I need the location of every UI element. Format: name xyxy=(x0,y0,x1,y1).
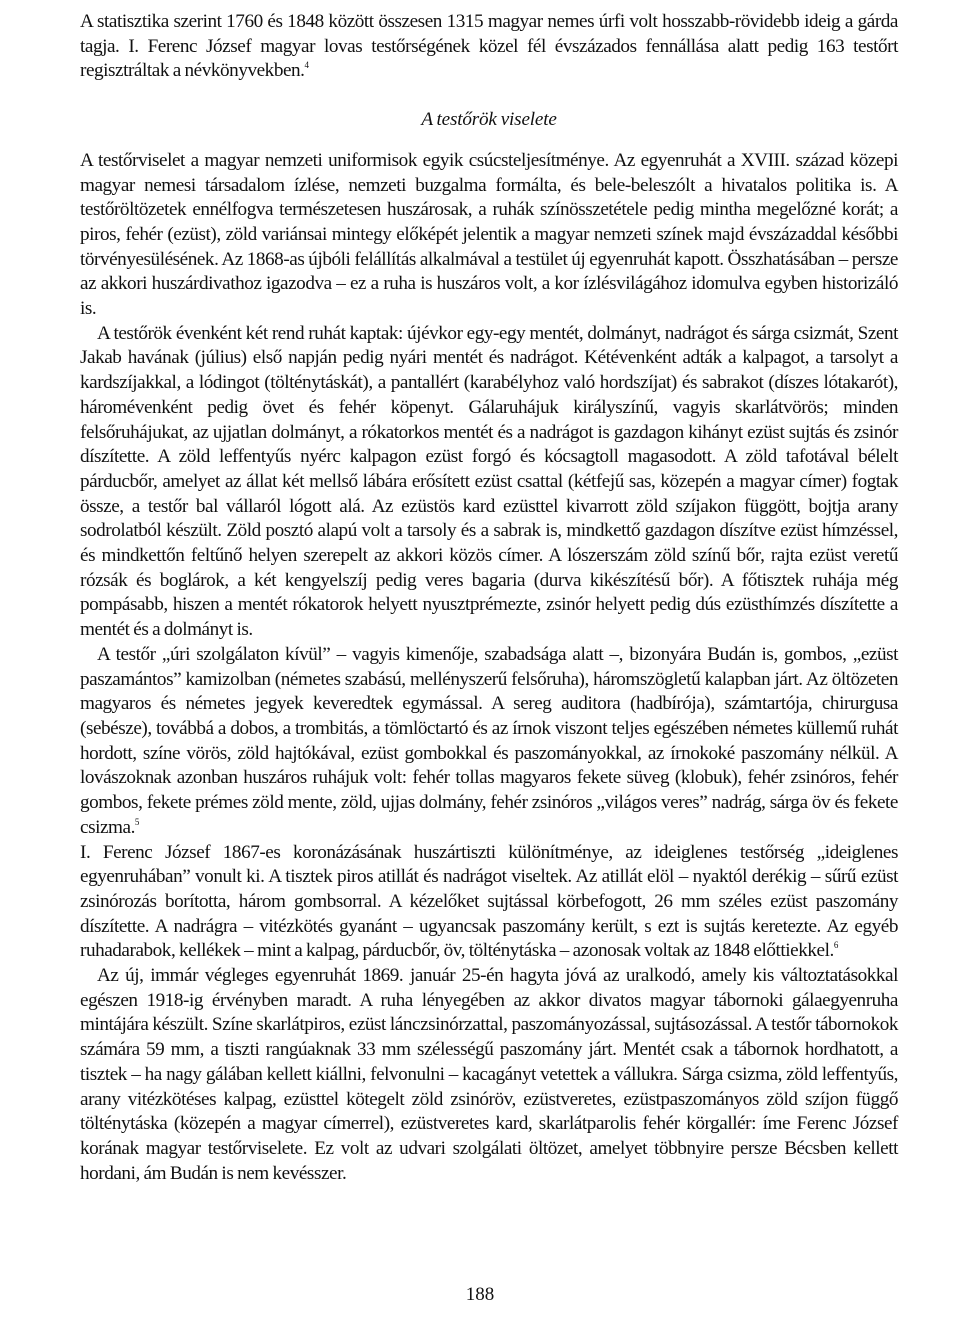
document-page xyxy=(80,10,898,1186)
paragraph-intro-text: A statisztika szerint 1760 és 1848 között összesen 1315 magyar nemes úrfi volt hosszabb-rövidebb ideig a gárda tagja. I. Ferenc József magyar lovas testőrségének közel fél évszázados fennállása alatt pedig 163 testőrt regisztráltak a névkönyvekben. xyxy=(80,11,898,82)
paragraph-kimeno-text: A testőr „úri szolgálaton kívül” – vagyis kimenője, szabadsága alatt –, bizonyára Budán is, gombos, „ezüst paszamántos” kamizolban (németes szabású, mellényszerű felsőruha), háromszögletű kalapban járt. Az öltözeten magyaros és németes jegyek keveredtek egymással. A sereg auditora (hadbírója), számtartója, chirurgusa (sebésze), továbbá a dobos, a trombitás, a tömlöctartó és az írnok viszont teljes egészében németes küllemű ruhát hordott, színe vörös, zöld hajtókával, ezüst gombokkal és paszományokkal, az írnokoké paszomány nélkül. A lovászoknak azonban huszáros ruhájuk volt: fehér tollas magyaros fekete süveg (klobuk), fehér zsinóros, fehér gombos, fekete prémes zöld mente, zöld, ujjas dolmány, fehér zsinóros „világos veres” nadrág, sárga öv és fekete csizma. xyxy=(80,643,898,838)
paragraph-koronazas-text: I. Ferenc József 1867-es koronázásának huszártiszti különítménye, az ideiglenes testőrség „ideiglenes egyenruhában” vonult ki. A tisztek piros atillát és nadrágot viseltek. Az atillát elöl – nyaktól derékig – sűrű ezüst zsinórozás borította, három gombsorral. A kézelőket sujtással körbefogott, 26 mm széles ezüst paszomány díszítette. A nadrágra – vitézkötés gyanánt – ugyancsak paszomány került, s ezt is sujtás keretezte. Az egyéb ruhadarabok, kellékek – mint a kalpag, párducbőr, öv, tölténytáska – azonosak voltak az 1848 előttiekkel. xyxy=(80,841,898,962)
footnote-marker-5: 5 xyxy=(134,816,140,827)
paragraph-intro xyxy=(80,10,898,84)
footnote-marker-6: 6 xyxy=(833,940,839,951)
paragraph-ruhak: A testőrök évenként két rend ruhát kaptak: újévkor egy-egy mentét, dolmányt, nadrágot és sárga csizmát, Szent Jakab havának (július) első napján pedig nyári mentét és nadrágot. Kétévenként adták a kalpagot, a tarsolyt a kardszíjakkal, a lódingot (tölténytáskát), a pantallért (karabélyhoz való hordszíjat) és sabrakot (díszes lótakarót), háromévenként pedig övet és fehér köpenyt. Gálaruhájuk királyszínű, vagyis skarlátvörös; minden felsőruhájukat, az ujjatlan dolmányt, a rókatorkos mentét és a nadrágot is gazdagon kihányt ezüst sujtás és zsinór díszítette. A zöld leffentyűs nyérc kalpagon ezüst forgó és kócsagtoll magasodott. A zöld tafotával bélelt párducbőr, amelyet az állat két mellső lábára erősített ezüst csattal (kétfejű sas, közepén a magyar címer) fogtak össze, a testőr bal vállaról lógott alá. Az ezüstös kard ezüsttel kivarrott zöld szíjakon függött, bojtja arany sodrolatból készült. Zöld posztó alapú volt a tarsoly és a sabrak is, mindkettő gazdagon díszítve ezüst hímzéssel, és mindkettőn feltűnő helyen szerepelt az akkori közös címer. A lószerszám zöld színű bőr, rajta ezüst veretű rózsák és boglárok, a két kengyelszíj pedig veres bagaria (durva kikészítésű bőr). A főtisztek ruhája még pompásabb, hiszen a mentét rókatorok helyett nyusztprémezte, zsinór helyett pedig dús ezüsthímzés díszítette a mentét és a dolmányt is. xyxy=(80,322,898,641)
paragraph-vegleges: Az új, immár végleges egyenruhát 1869. január 25-én hagyta jóvá az uralkodó, amely kis változtatásokkal egészen 1918-ig érvényben maradt. A ruha lényegében az akkor divatos magyar tábornoki gálaegyenruha mintájára készült. Színe skarlátpiros, ezüst lánczsinórzattal, paszományozással, sujtásozással. A testőr tábornokok számára 59 mm, a tiszti rangúaknak 33 mm szélességű paszomány járt. Mentét csak a tábornok hordhatott, a tisztek – ha nagy gálában kellett kiállni, felvonulni – kacagányt vetettek a vállukra. Sárga csizma, zöld leffentyűs, arany vitézkötéses kalpag, ezüsttel kötegelt zöld zsinóröv, ezüstveretes, ezüstpaszományos zöld szíjon függő tölténytáska (közepén a magyar címerrel), ezüstveretes kard, skarlátparolis fehér körgallér: íme Ferenc József korának magyar testőrviselete. Ez volt az udvari szolgálati öltözet, amelyet többnyire persze Bécsben kellett hordani, ám Budán is nem kevésszer. xyxy=(80,965,898,1184)
page-number: 188 xyxy=(465,1284,495,1305)
paragraph-viselet: A testőrviselet a magyar nemzeti uniformisok egyik csúcsteljesítménye. Az egyenruhát a XVIII. század közepi magyar nemesi társadalom ízlése, nemzeti buzgalma formálta, és bele-beleszólt a hivatalos politika is. A testőröltözetek ennélfogva természetesen huszárosak, a ruhák színösszetétele pedig mintha megelőzné korát; a piros, fehér (ezüst), zöld variánsai mintegy előképét jelentik a magyar nemzeti színek majd évszázaddal későbbi törvényesülésének. Az 1868-as újbóli felállítás alkalmával a testület új egyenruhát kapott. Összhatásában – persze az akkori huszárdivathoz igazodva – ez a ruha is huszáros volt, a kor ízlésvilágához idomulva egyben historizáló is. xyxy=(80,149,898,320)
section-heading: A testőrök viselete xyxy=(421,109,557,131)
paragraph-kimeno xyxy=(80,643,898,841)
paragraph-koronazas xyxy=(80,841,898,965)
footnote-marker-4: 4 xyxy=(304,60,310,71)
